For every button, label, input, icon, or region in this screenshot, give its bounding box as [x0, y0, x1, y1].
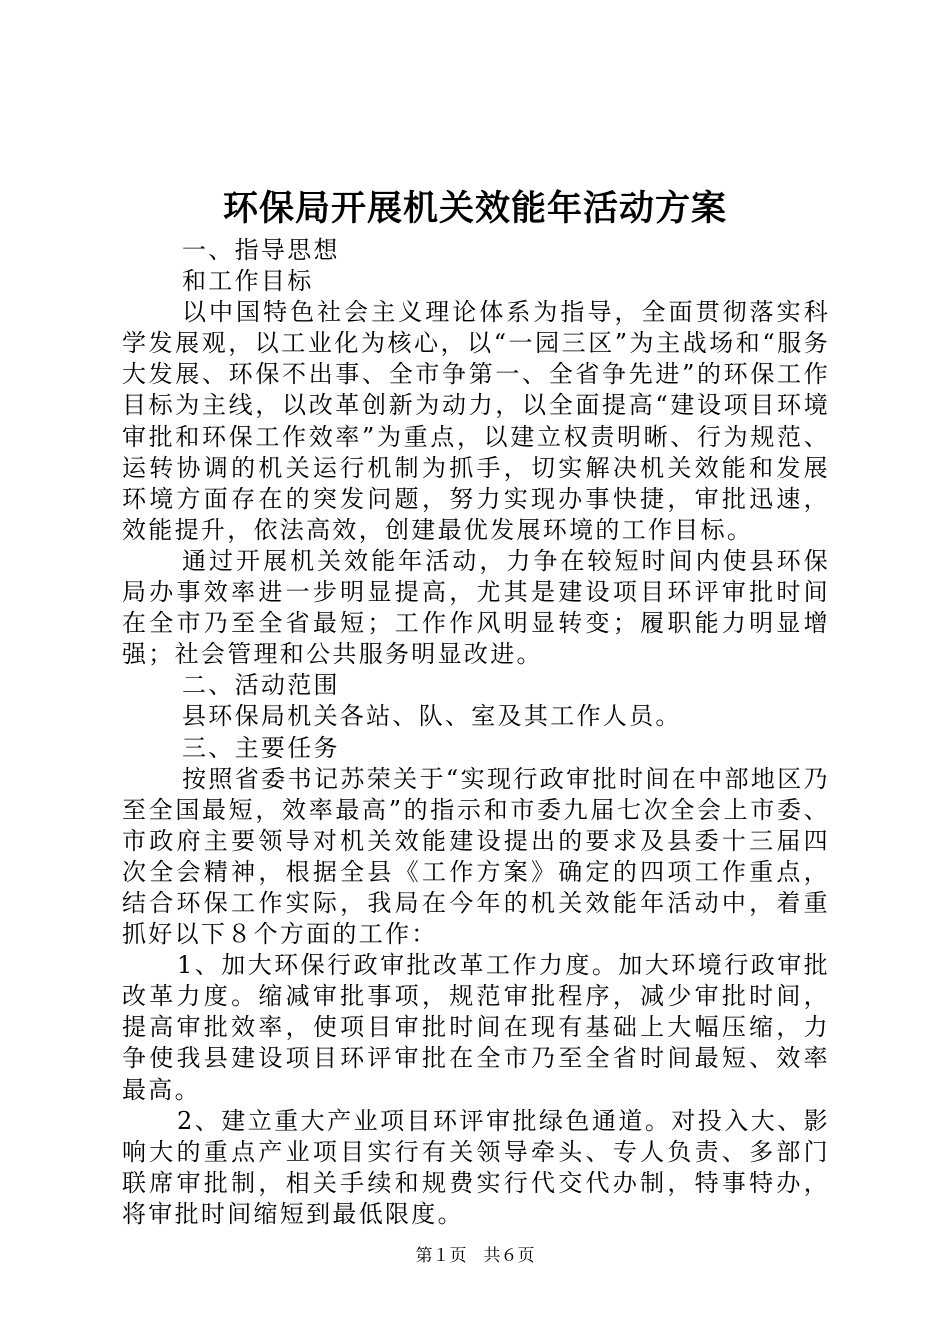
- body-paragraph: 以中国特色社会主义理论体系为指导，全面贯彻落实科学发展观，以工业化为核心，以“一园三区”为主战场和“服务大发展、环保不出事、全市争第一、全省争先进”的环保工作目标为主线，以改革创新为动力，以全面提高“建设项目环境审批和环保工作效率”为重点，以建立权责明晰、行为规范、运转协调的机关运行机制为抓手，切实解决机关效能和发展环境方面存在的突发问题，努力实现办事快捷，审批迅速，效能提升，依法高效，创建最优发展环境的工作目标。: [122, 298, 830, 544]
- section-heading: 一、指导思想: [182, 236, 340, 264]
- section-heading: 三、主要任务: [182, 733, 340, 762]
- body-paragraph: 按照省委书记苏荣关于“实现行政审批时间在中部地区乃至全国最短，效率最高”的指示和市委九届七次全会上市委、市政府主要领导对机关效能建设提出的要求及县委十三届四次全会精神，根据全县《工作方案》确定的四项工作重点，结合环保工作实际，我局在今年的机关效能年活动中，着重抓好以下８个方面的工作：: [122, 764, 830, 949]
- task-item: 2、建立重大产业项目环评审批绿色通道。对投入大、影响大的重点产业项目实行有关领导牵头、专人负责、多部门联席审批制，相关手续和规费实行代交代办制，特事特办，将审批时间缩短到最低限度。: [122, 1106, 830, 1228]
- document-body: [122, 235, 830, 1230]
- page-title: 环保局开展机关效能年活动方案: [222, 188, 727, 229]
- task-item: 1、加大环保行政审批改革工作力度。加大环境行政审批改革力度。缩减审批事项，规范审批程序，减少审批时间，提高审批效率，使项目审批时间在现有基础上大幅压缩，力争使我县建设项目环评审批在全市乃至全省时间最短、效率最高。: [122, 951, 830, 1104]
- body-paragraph: 县环保局机关各站、队、室及其工作人员。: [182, 702, 682, 731]
- page-number-footer: 第１页 共６页: [415, 1246, 535, 1266]
- section-heading: 二、活动范围: [182, 671, 340, 700]
- body-paragraph: 通过开展机关效能年活动，力争在较短时间内使县环保局办事效率进一步明显提高，尤其是建设项目环评审批时间在全市乃至全省最短；工作作风明显转变；履职能力明显增强；社会管理和公共服务明显改进。: [122, 546, 830, 669]
- section-heading-continuation: 和工作目标: [182, 267, 314, 296]
